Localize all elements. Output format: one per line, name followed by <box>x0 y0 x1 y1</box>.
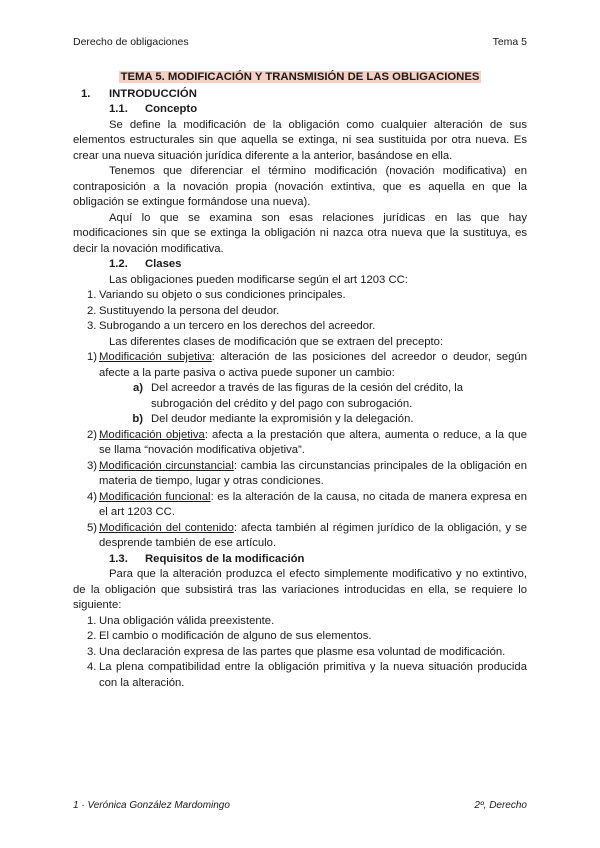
subsection-heading-clases: 1.2. Clases <box>109 258 182 270</box>
list-item: 5) Modificación del contenido: afecta también al régimen jurídico de la obligación, y se desprende también de ese artículo. <box>87 521 527 549</box>
sub-list-item: a) Del acreedor a través de las figuras de la cesión del crédito, la subrogación del crédito y del pago con subrogación. <box>132 382 464 410</box>
list-item: 2. El cambio o modificación de alguno de sus elementos. <box>87 630 372 642</box>
subsection-heading-concepto: 1.1. Concepto <box>109 103 198 115</box>
footer-course: 2º, Derecho <box>474 800 527 811</box>
list-item: 4) Modificación funcional: es la alteración de la causa, no citada de manera expresa en el art 1203 CC. <box>87 490 527 518</box>
document-title: TEMA 5. MODIFICACIÓN Y TRANSMISIÓN DE LAS OBLIGACIONES <box>120 71 480 83</box>
paragraph: Las obligaciones pueden modificarse según el art 1203 CC: <box>109 273 408 286</box>
document-body <box>73 70 527 691</box>
paragraph: Tenemos que diferenciar el término modificación (novación modificativa) en contraposición a la novación propia (novación extintiva, que es aquella en que la obligación se extingue formándose una nueva). <box>73 165 527 208</box>
header-topic: Tema 5 <box>492 36 527 48</box>
list-item: 3. Subrogando a un tercero en los derechos del acreedor. <box>87 320 376 332</box>
paragraph: Aquí lo que se examina son esas relaciones jurídicas en las que hay modificaciones sin que se extinga la obligación ni nazca otra nueva que la sustituya, es decir la novación modificativa. <box>73 211 527 255</box>
page-footer <box>73 800 527 811</box>
footer-author: 1 · Verónica González Mardomingo <box>73 800 230 811</box>
list-item: 4. La plena compatibilidad entre la obligación primitiva y la nueva situación producida con la alteración. <box>87 661 527 689</box>
list-item: 2. Sustituyendo la persona del deudor. <box>87 304 280 317</box>
section-heading: 1. INTRODUCCIÓN <box>81 87 197 100</box>
list-item: 1) Modificación subjetiva: alteración de las posiciones del acreedor o deudor, según afecte a la parte pasiva o activa puede suponer un cambio: <box>87 351 528 379</box>
list-item: 3) Modificación circunstancial: cambia las circunstancias principales de la obligación en materia de tiempo, lugar y otras condiciones. <box>87 459 527 487</box>
list-item: 2) Modificación objetiva: afecta a la prestación que altera, aumenta o reduce, a la que se llama “novación modificativa objetiva”. <box>87 428 527 456</box>
list-item: 3. Una declaración expresa de las partes que plasme esa voluntad de modificación. <box>87 645 506 658</box>
page-header <box>73 36 527 48</box>
sub-list-item: b) Del deudor mediante la expromisión y la delegación. <box>132 413 414 425</box>
subsection-heading-requisitos: 1.3. Requisitos de la modificación <box>109 552 305 565</box>
header-subject: Derecho de obligaciones <box>73 36 189 48</box>
paragraph: Las diferentes clases de modificación que se extraen del precepto: <box>109 335 444 348</box>
paragraph: Se define la modificación de la obligación como cualquier alteración de sus elementos estructurales sin que aquella se extinga, ni sea sustituida por otra nueva. Es crear una nueva situación jurídica diferente a la anterior, basándose en ella. <box>73 118 527 162</box>
list-item: 1. Variando su objeto o sus condiciones principales. <box>87 289 346 301</box>
list-item: 1. Una obligación válida preexistente. <box>87 614 275 627</box>
paragraph: Para que la alteración produzca el efecto simplemente modificativo y no extintivo, de la obligación que subsistirá tras las variaciones introducidas en ella, se requiere lo siguiente: <box>73 568 527 611</box>
